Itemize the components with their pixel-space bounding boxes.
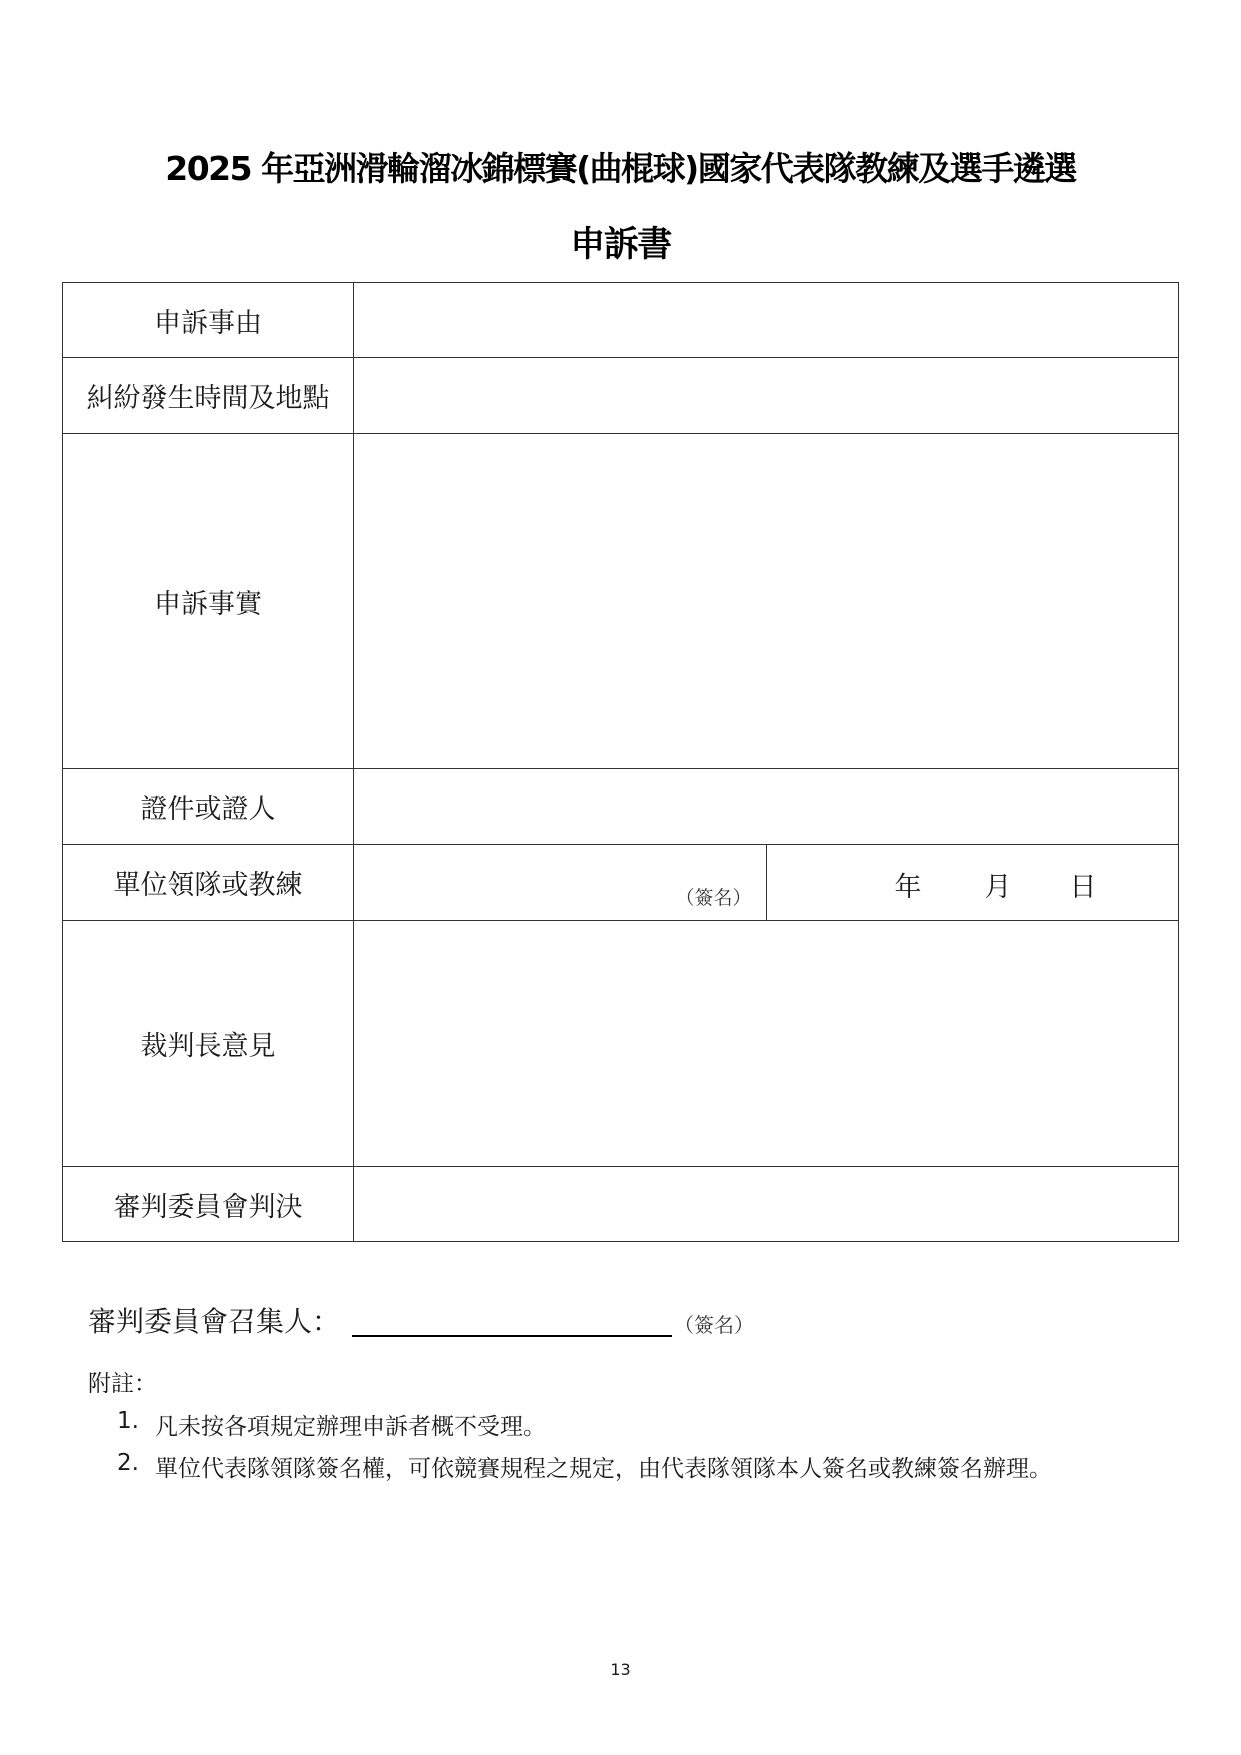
- date-month-label: 月: [984, 872, 1012, 903]
- signature-note: （簽名）: [675, 887, 752, 909]
- form-row-dispute-time-place: [63, 358, 1179, 434]
- jury-convener-signature-line[interactable]: [352, 1335, 672, 1337]
- document-subtitle: 申訴書: [570, 225, 671, 265]
- form-row-evidence-witness: [63, 769, 1179, 845]
- complaint-form-table: [62, 282, 1179, 1242]
- chief-referee-opinion-field[interactable]: [354, 921, 1179, 1167]
- complaint-reason-label: 申訴事由: [63, 283, 354, 358]
- complaint-reason-field[interactable]: [354, 283, 1179, 358]
- note-number: 1.: [117, 1408, 139, 1434]
- complaint-facts-label: 申訴事實: [63, 434, 354, 769]
- note-item: [0, 1450, 1241, 1484]
- dispute-time-place-field[interactable]: [354, 358, 1179, 434]
- jury-decision-field[interactable]: [354, 1167, 1179, 1242]
- jury-decision-label: 審判委員會判決: [63, 1167, 354, 1242]
- page-number: 13: [610, 1660, 631, 1679]
- jury-convener-label: 審判委員會召集人：: [88, 1305, 341, 1338]
- team-leader-coach-label: 單位領隊或教練: [63, 845, 354, 921]
- complaint-facts-field[interactable]: [354, 434, 1179, 769]
- jury-convener-signature-note: （簽名）: [674, 1313, 754, 1337]
- form-row-team-leader-coach: [63, 845, 1179, 921]
- form-row-complaint-facts: [63, 434, 1179, 769]
- note-number: 2.: [117, 1450, 139, 1476]
- team-leader-signature-field[interactable]: [354, 845, 767, 921]
- form-row-complaint-reason: [63, 283, 1179, 358]
- date-day-label: 日: [1069, 872, 1097, 903]
- date-field[interactable]: [766, 845, 1179, 921]
- evidence-witness-field[interactable]: [354, 769, 1179, 845]
- notes-heading: 附註：: [88, 1371, 157, 1397]
- note-text: 凡未按各項規定辦理申訴者概不受理。: [155, 1414, 546, 1440]
- document-title: 2025 年亞洲滑輪溜冰錦標賽(曲棍球)國家代表隊教練及選手遴選: [165, 149, 1076, 188]
- form-row-jury-decision: [63, 1167, 1179, 1242]
- dispute-time-place-label: 糾紛發生時間及地點: [63, 358, 354, 434]
- form-row-chief-referee-opinion: [63, 921, 1179, 1167]
- evidence-witness-label: 證件或證人: [63, 769, 354, 845]
- note-text: 單位代表隊領隊簽名權，可依競賽規程之規定，由代表隊領隊本人簽名或教練簽名辦理。: [155, 1456, 1052, 1482]
- chief-referee-opinion-label: 裁判長意見: [63, 921, 354, 1167]
- date-year-label: 年: [894, 872, 922, 903]
- note-item: [0, 1408, 1241, 1442]
